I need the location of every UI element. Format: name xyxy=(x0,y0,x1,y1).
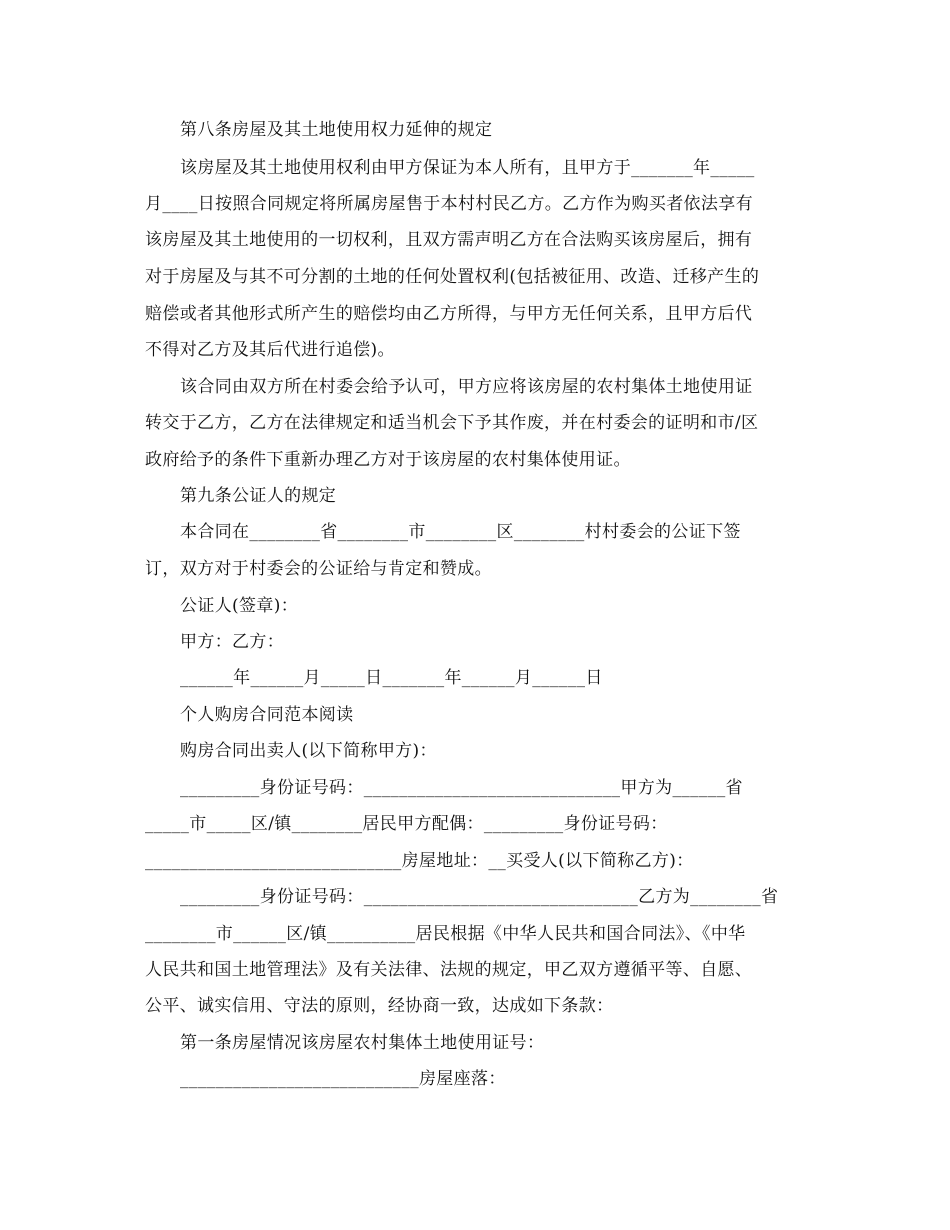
date-line: ______年______月_____日_______年______月______日 xyxy=(180,668,603,688)
paragraph-line: 该房屋及其土地使用的一切权利，且双方需声明乙方在合法购买该房屋后，拥有 xyxy=(145,230,753,250)
paragraph-line: 赔偿或者其他形式所产生的赔偿均由乙方所得，与甲方无任何关系，且甲方后代 xyxy=(145,304,753,324)
paragraph-line: 公平、诚实信用、守法的原则，经协商一致，达成如下条款： xyxy=(145,996,614,1016)
section-title: 个人购房合同范本阅读 xyxy=(180,705,354,725)
paragraph-line: 该房屋及其土地使用权利由甲方保证为本人所有，且甲方于_______年_____ xyxy=(180,158,755,178)
form-line: _____市_____区/镇________居民甲方配偶：_________身份证号码： xyxy=(145,814,668,834)
form-line: _________身份证号码：_______________________________乙方为________省 xyxy=(180,887,779,907)
paragraph-line: ________市______区/镇__________居民根据《中华人民共和国合同法》、《中华 xyxy=(145,924,746,944)
form-line: ___________________________房屋座落： xyxy=(180,1069,506,1089)
heading-article-9: 第九条公证人的规定 xyxy=(180,486,337,506)
paragraph-line: 本合同在________省________市________区________村村委会的公证下签 xyxy=(180,522,741,542)
paragraph-line: 人民共和国土地管理法》及有关法律、法规的规定，甲乙双方遵循平等、自愿、 xyxy=(145,960,753,980)
heading-article-1: 第一条房屋情况该房屋农村集体土地使用证号： xyxy=(180,1033,545,1053)
seller-label: 购房合同出卖人(以下简称甲方)： xyxy=(180,741,437,761)
paragraph-line: 政府给予的条件下重新办理乙方对于该房屋的农村集体使用证。 xyxy=(145,450,631,470)
heading-article-8: 第八条房屋及其土地使用权力延伸的规定 xyxy=(180,120,493,140)
parties-signature-line: 甲方：乙方： xyxy=(180,632,285,652)
paragraph-line: 月____日按照合同规定将所属房屋售于本村村民乙方。乙方作为购买者依法享有 xyxy=(145,194,753,214)
paragraph-line: 对于房屋及与其不可分割的土地的任何处置权利(包括被征用、改造、迁移产生的 xyxy=(145,267,760,287)
paragraph-line: 不得对乙方及其后代进行追偿)。 xyxy=(145,340,395,360)
paragraph-line: 订，双方对于村委会的公证给与肯定和赞成。 xyxy=(145,559,492,579)
paragraph-line: 该合同由双方所在村委会给予认可，甲方应将该房屋的农村集体土地使用证 xyxy=(180,377,753,397)
form-line: _________身份证号码：_____________________________甲方为______省 xyxy=(180,778,743,798)
notary-signature-line: 公证人(签章)： xyxy=(180,596,299,616)
form-line: _____________________________房屋地址：__买受人(以下简称乙方)： xyxy=(145,851,694,871)
paragraph-line: 转交于乙方，乙方在法律规定和适当机会下予其作废，并在村委会的证明和市/区 xyxy=(145,413,759,433)
